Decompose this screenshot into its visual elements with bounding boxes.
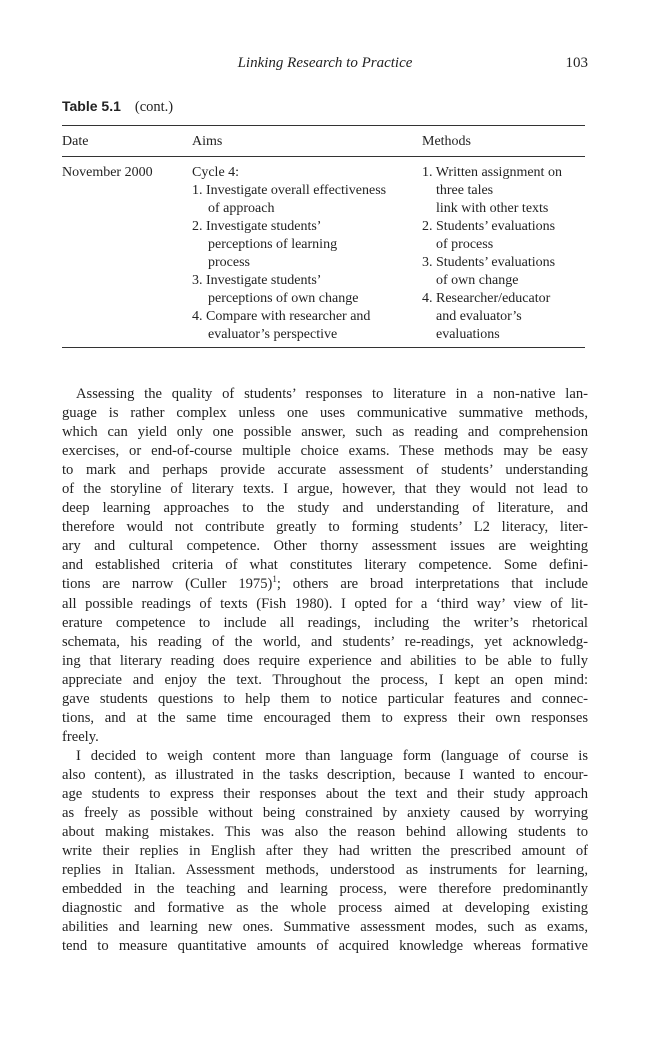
methods-line: 1. Written assignment on [422,165,562,180]
text-line: therefore would not contribute greatly to forming students’ L2 literacy, liter- [62,519,588,536]
text-line [62,575,588,594]
aims-line: of approach [208,201,275,216]
aims-line: 1. Investigate overall effectiveness [192,183,387,198]
text-line: Assessing the quality of students’ responses to literature in a non-native lan- [76,386,588,402]
text-line: gave students questions to help them to notice particular features and connec- [62,690,588,707]
text-line: freely. [62,728,99,745]
cell-date: November 2000 [62,165,153,180]
text-line: schemata, his reading of the world, and students’ re-readings, yet acknowledg- [62,633,588,650]
table-caption-label: Table 5.1 [62,98,121,114]
aims-line: perceptions of own change [208,291,359,306]
running-title: Linking Research to Practice [237,55,413,71]
aims-line: 4. Compare with researcher and [192,309,371,324]
text-line: ary and cultural competence. Other thorny assessment issues are weighting [62,538,588,555]
text-line: erature competence to include all readings, including the writer’s rhetorical [62,614,588,631]
text-line: tions, and at the same time encouraged them to express their own responses [62,709,588,726]
methods-line: 3. Students’ evaluations [422,255,556,270]
text-line: of the storyline of literary texts. I argue, however, that they would not lead to [62,481,588,498]
aims-line: perceptions of learning [208,237,338,252]
footnote-reference: 1 [272,575,277,585]
table-header-rule [62,156,585,157]
text-line: and established criteria of what constitutes literary competence. Some defini- [62,557,588,574]
page-header [62,55,588,77]
text-line: about making mistakes. This was also the reason behind allowing students to [62,824,588,841]
page-number: 103 [565,55,588,71]
methods-line: 4. Researcher/educator [422,291,551,306]
text-line: to mark and perhaps provide accurate assessment of students’ understanding [62,462,588,479]
text-line: diagnostic and formative as the whole process aimed at developing existing [62,900,588,917]
text-line: tend to measure quantitative amounts of acquired knowledge whereas formative [62,938,588,955]
paragraph-1 [62,385,588,747]
methods-line: three tales [436,183,494,198]
methods-line: and evaluator’s [436,309,522,324]
aims-line: 3. Investigate students’ [192,273,322,288]
aims-line: 2. Investigate students’ [192,219,322,234]
text-line: I decided to weigh content more than language form (language of course is [76,747,588,764]
table-caption-cont: (cont.) [134,99,174,115]
header-aims: Aims [192,134,223,149]
methods-line: link with other texts [436,201,549,216]
header-date: Date [62,134,89,149]
table-caption [62,98,173,116]
text-line: age students to express their responses about the text and their study approach [62,785,588,802]
text-line: appreciate and enjoy the text. Throughout the process, I kept an open mind: [62,671,588,688]
text-line: as freely as possible without being constrained by anxiety caused by worrying [62,805,588,822]
methods-line: of process [436,237,494,252]
cell-aims [192,164,417,344]
text-line: embedded in the teaching and learning process, were therefore predominantly [62,881,588,898]
methods-line: of own change [436,273,519,288]
header-methods: Methods [422,134,471,149]
text-segment: tions are narrow (Culler 1975) [62,576,273,593]
text-line: exercises, or end-of-course multiple choice exams. These methods may be easy [62,443,588,460]
table-bottom-rule [62,347,585,348]
methods-line: 2. Students’ evaluations [422,219,556,234]
text-segment: ; others are broad interpretations that include [276,576,588,593]
aims-line: Cycle 4: [192,165,240,180]
text-line: ing that literary reading does require experience and abilities to be able to fully [62,652,588,669]
cell-methods [422,164,587,344]
text-line: deep learning approaches to the study and understanding of literature, and [62,500,588,517]
text-line: which can yield only one possible answer, such as reading and comprehension [62,424,588,441]
text-line: guage is rather complex unless one uses communicative summative methods, [62,405,588,422]
paragraph-2 [62,747,588,957]
methods-line: evaluations [436,327,500,342]
text-line: all possible readings of texts (Fish 1980). I opted for a ‘third way’ view of lit- [62,595,588,612]
text-line: abilities and learning new ones. Summative assessment modes, such as exams, [62,919,588,936]
text-line: replies in Italian. Assessment methods, understood as instruments for learning, [62,862,588,879]
aims-line: evaluator’s perspective [208,327,338,342]
table-top-rule [62,125,585,126]
text-line: write their replies in English after they had written the prescribed amount of [62,843,588,860]
body-text [62,385,588,956]
text-line: also content), as illustrated in the tasks description, because I wanted to encour- [62,766,588,783]
aims-line: process [208,255,250,270]
